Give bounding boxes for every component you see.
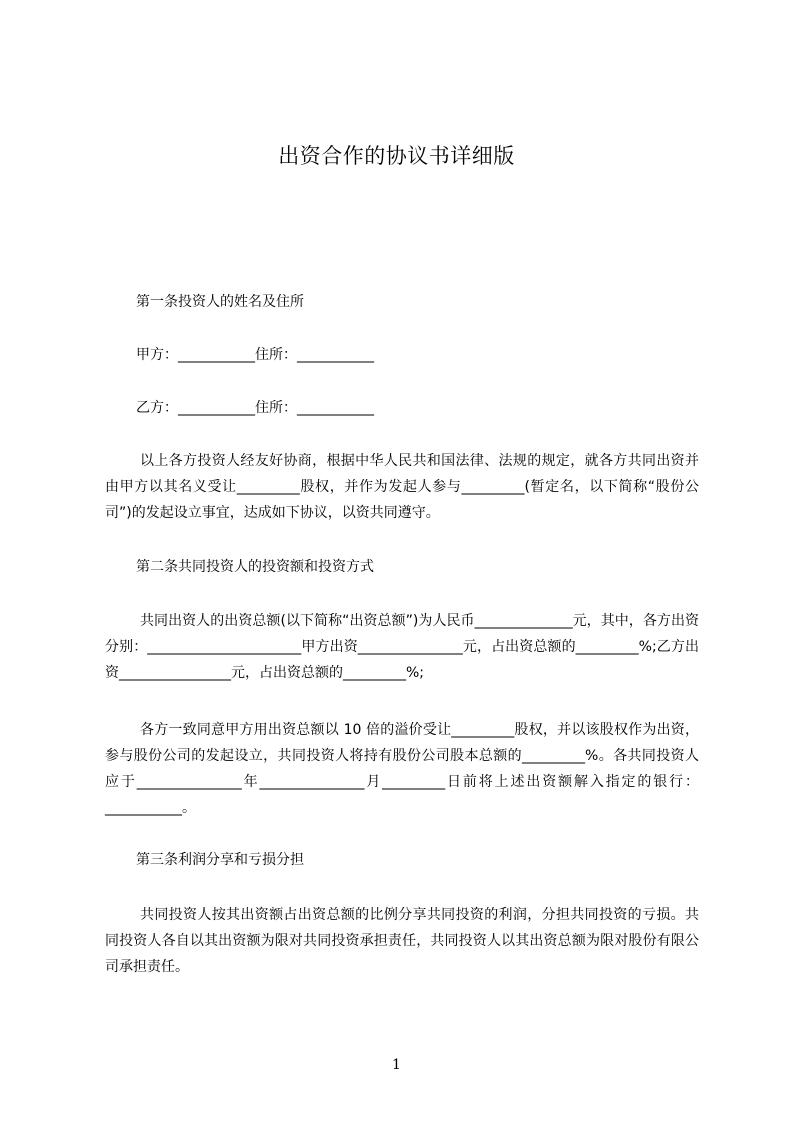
article-2-paragraph-2: 各方一致同意甲方用出资总额以 10 倍的溢价受让_________股权，并以该股权作为出资，参与股份公司的发起设立，共同投资人将持有股份公司股本总额的_________%。各共同投资人应于_______________年_______________月_________日前将上述出资额解入指定的银行：___________。 — [105, 722, 699, 816]
party-b-line: 乙方：___________住所：___________ — [136, 400, 374, 416]
article-3-heading: 第三条利润分享和亏损分担 — [136, 852, 304, 868]
article-2-heading: 第二条共同投资人的投资额和投资方式 — [136, 559, 374, 575]
party-a-line: 甲方：___________住所：___________ — [136, 347, 374, 363]
article-2-paragraph-1: 共同出资人的出资总额(以下简称“出资总额”)为人民币______________元，其中，各方出资分别：______________________甲方出资_______________元，占出资总额的_________%;乙方出资________________元，占出资总额的_________%; — [105, 613, 699, 681]
page-number: 1 — [392, 1057, 401, 1073]
article-1-heading: 第一条投资人的姓名及住所 — [136, 294, 304, 310]
article-1-paragraph: 以上各方投资人经友好协商，根据中华人民共和国法律、法规的规定，就各方共同出资并由甲方以其名义受让_________股权，并作为发起人参与_________(暂定名，以下简称“股份公司”)的发起设立事宜，达成如下协议，以资共同遵守。 — [105, 453, 699, 521]
article-3-paragraph: 共同投资人按其出资额占出资总额的比例分享共同投资的利润，分担共同投资的亏损。共同投资人各自以其出资额为限对共同投资承担责任，共同投资人以其出资总额为限对股份有限公司承担责任。 — [105, 907, 699, 975]
document-title: 出资合作的协议书详细版 — [278, 144, 515, 168]
